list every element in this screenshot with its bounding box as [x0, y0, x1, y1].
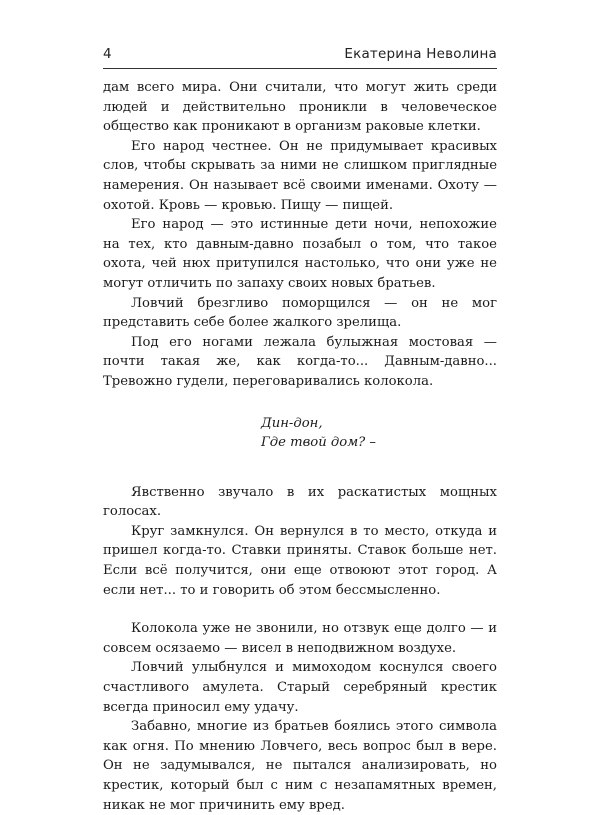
paragraph: Под его ногами лежала булыжная мостовая — почти такая же, как когда-то... Давным-давно... Тревожно гудели, переговаривались колокола. — [103, 334, 497, 389]
paragraph: Явственно звучало в их раскатистых мощных голосах. — [103, 484, 497, 520]
page-number: 4 — [103, 46, 112, 62]
paragraph: Ловчий улыбнулся и мимоходом коснулся своего счастливого амулета. Старый серебряный крестик всегда приносил ему удачу. — [103, 660, 497, 715]
section-gap — [103, 600, 497, 619]
paragraph: Колокола уже не звонили, но отзвук еще долго — и совсем осязаемо — висел в неподвижном воздухе. — [103, 621, 497, 656]
paragraph: Ловчий брезгливо поморщился — он не мог представить себе более жалкого зрелища. — [103, 295, 497, 331]
page-header — [103, 46, 497, 68]
header-rule — [103, 68, 497, 69]
paragraph: Его народ — это истинные дети ночи, непохожие на тех, кто давным-давно позабыл о том, что такое охота, чей нюх притупился настолько, что они уже не могут отличить по запаху своих новых братьев. — [103, 217, 497, 291]
paragraph: дам всего мира. Они считали, что могут жить среди людей и действительно проникли в человеческое общество как проникают в организм раковые клетки. — [103, 80, 497, 135]
page-body — [103, 78, 497, 815]
verse — [261, 414, 497, 453]
verse-line: Где твой дом? – — [261, 435, 376, 451]
paragraph: Забавно, многие из братьев боялись этого символа как огня. По мнению Ловчего, весь вопрос был в вере. Он не задумывался, не пытался анализировать, но крестик, который был с ним с незапамятных времен, никак не мог причинить ему вред. — [103, 719, 497, 813]
paragraph: Круг замкнулся. Он вернулся в то место, откуда и пришел когда-то. Ставки приняты. Ставок больше нет. Если всё получится, они еще отвоюют этот город. А если нет... то и говорить об этом бессмысленно. — [103, 523, 497, 598]
verse-line: Дин-дон, — [261, 415, 323, 431]
paragraph: Его народ честнее. Он не придумывает красивых слов, чтобы скрывать за ними не слишком приглядные намерения. Он называет всё своими именами. Охоту — охотой. Кровь — кровью. Пищу — пищей. — [103, 138, 497, 213]
running-title: Екатерина Неволина — [344, 46, 497, 62]
